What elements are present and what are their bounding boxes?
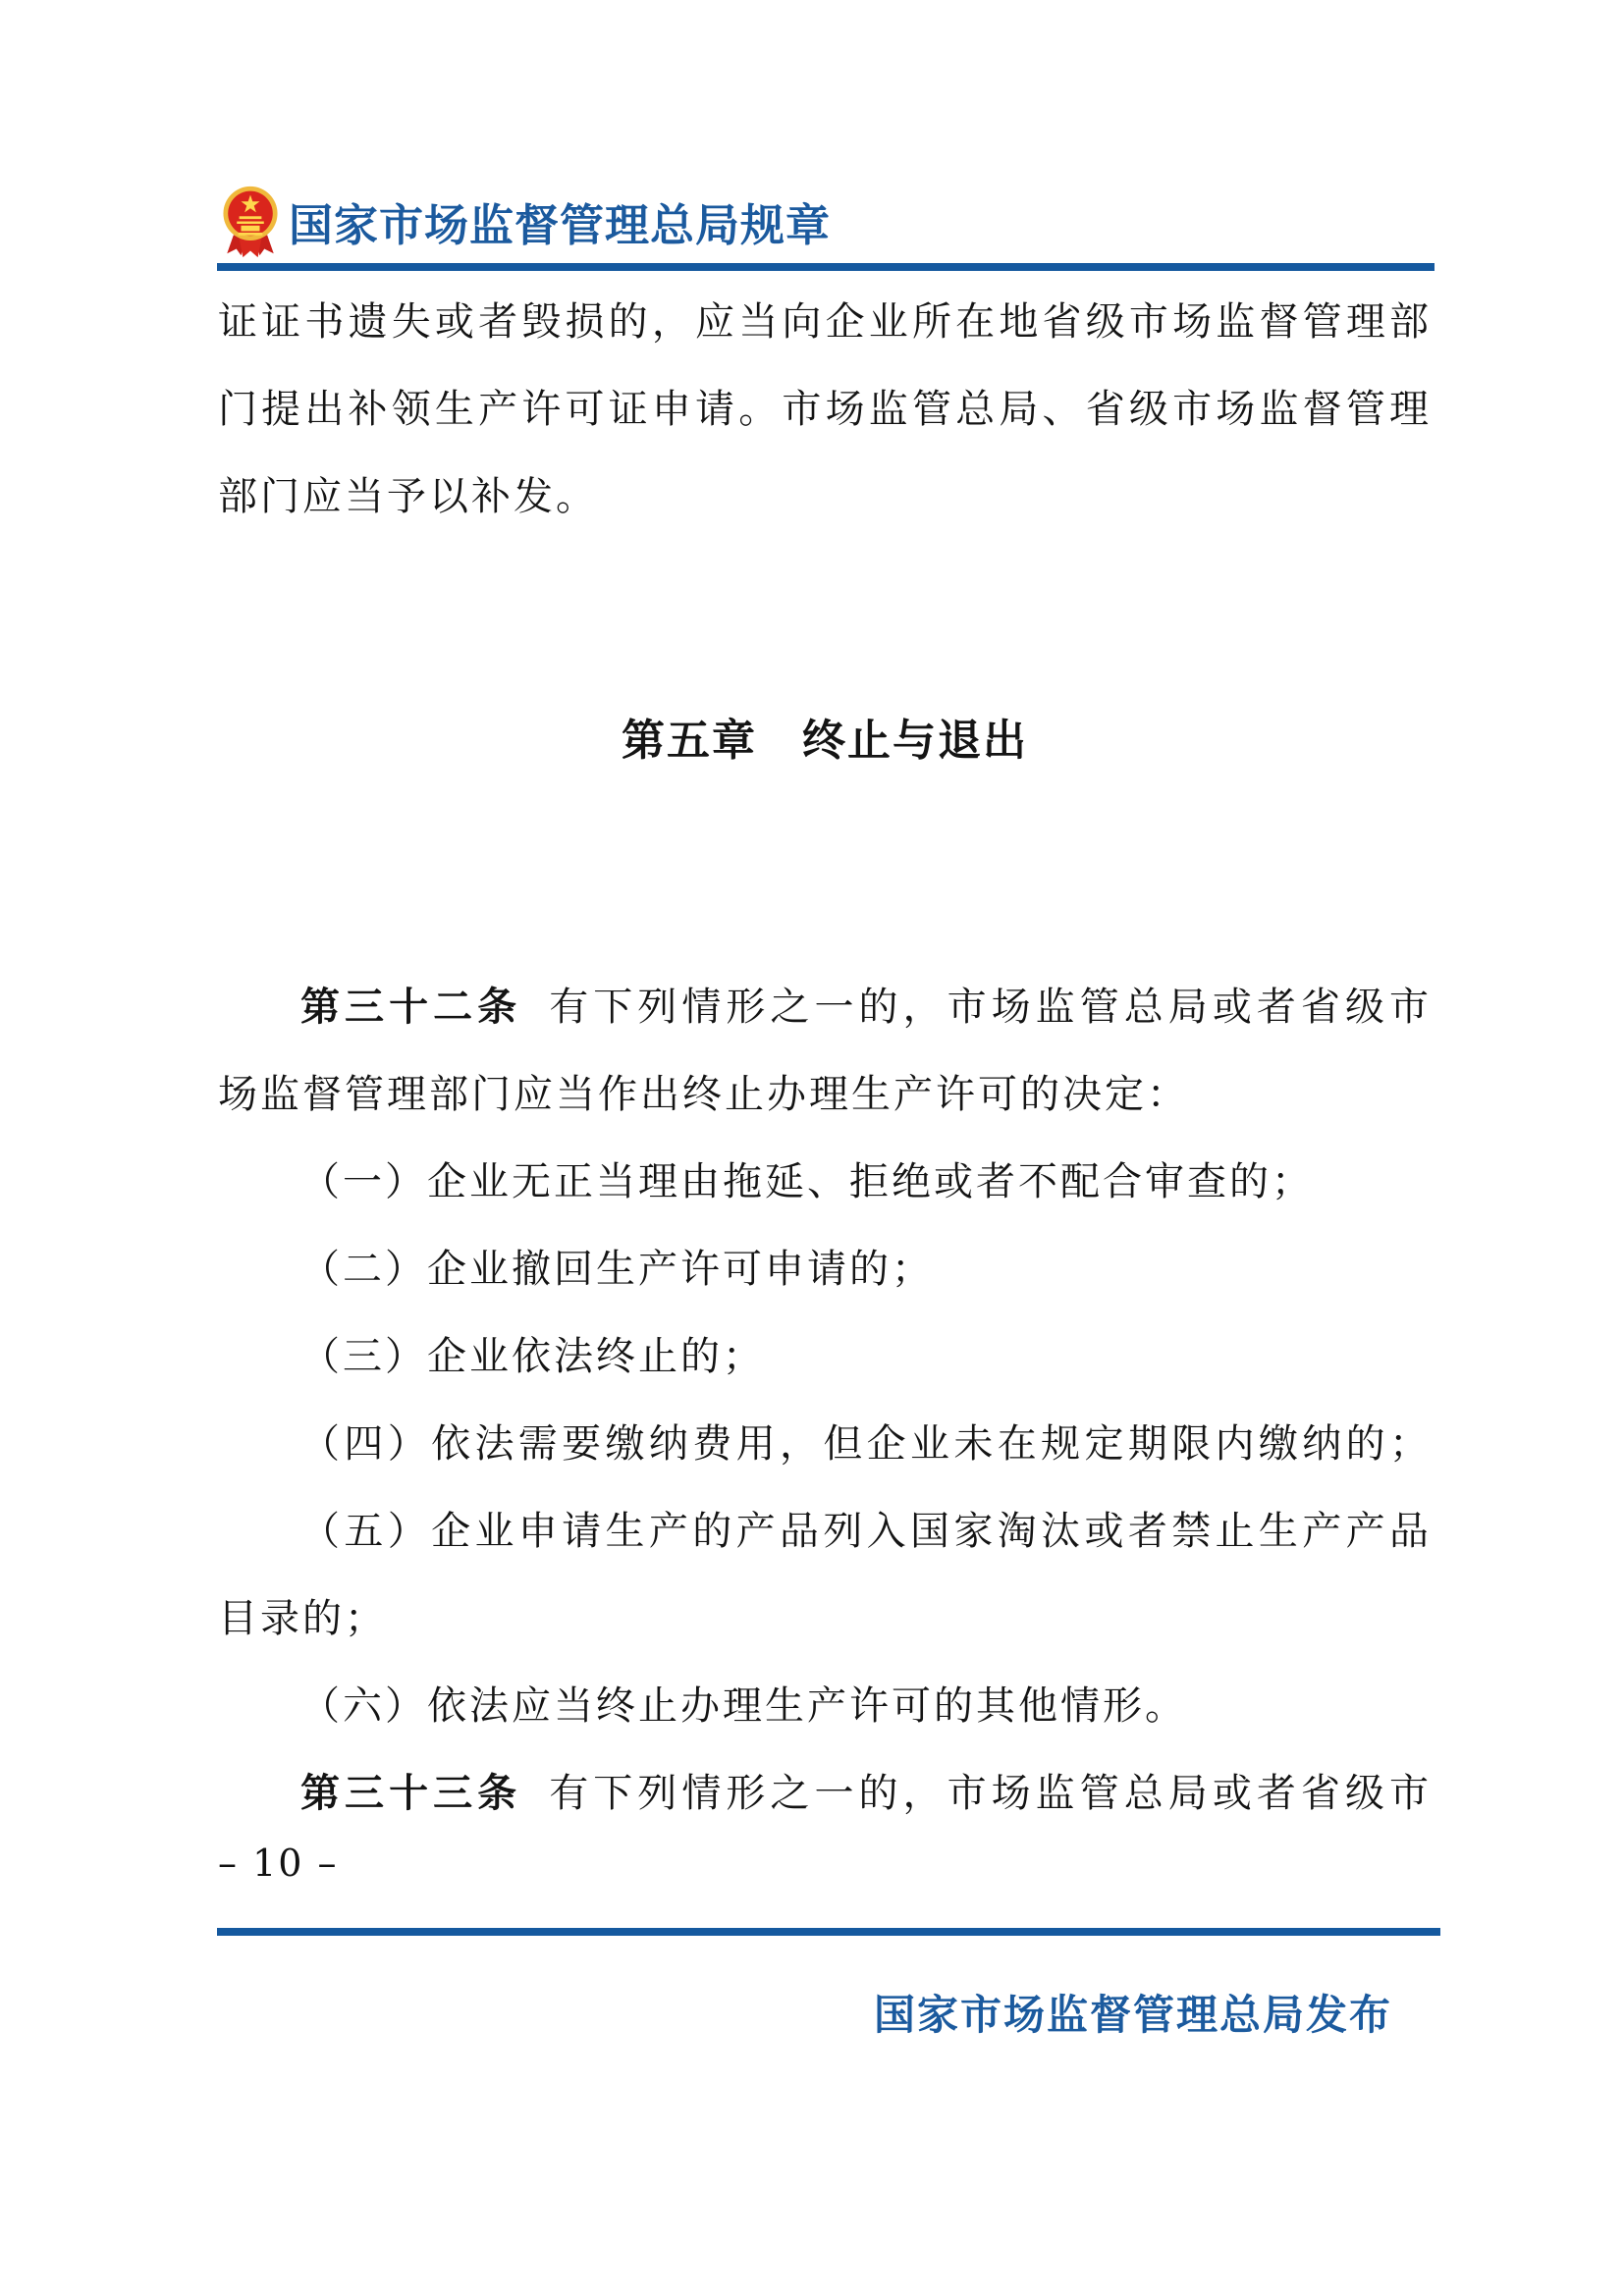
article-item-3: （三）企业依法终止的； (300, 1334, 765, 1378)
article-item-4: （四）依法需要缴纳费用，但企业未在规定期限内缴纳的； (300, 1421, 1432, 1466)
header-divider (217, 263, 1435, 271)
chapter-heading: 第五章 终止与退出 (622, 717, 1028, 765)
body-line: 门提出补领生产许可证申请。市场监管总局、省级市场监督管理 (218, 387, 1432, 431)
article-item-5-continuation: 目录的； (218, 1596, 387, 1640)
publisher-label: 国家市场监督管理总局发布 (873, 1994, 1392, 2039)
body-line: 证证书遗失或者毁损的，应当向企业所在地省级市场监督管理部 (218, 299, 1432, 344)
document-body (218, 278, 1432, 1837)
header-title: 国家市场监督管理总局规章 (289, 201, 832, 250)
article-33-intro: 有下列情形之一的，市场监管总局或者省级市 (549, 1771, 1433, 1815)
article-item-2: （二）企业撤回生产许可申请的； (300, 1247, 934, 1291)
article-item-6: （六）依法应当终止办理生产许可的其他情形。 (300, 1683, 1187, 1728)
footer-divider (217, 1928, 1440, 1936)
vertical-spacer (218, 540, 1432, 697)
article-33-line-1 (218, 1749, 1432, 1837)
body-line: 部门应当予以补发。 (218, 474, 598, 518)
article-item-5: （五）企业申请生产的产品列入国家淘汰或者禁止生产产品 (300, 1509, 1432, 1553)
article-32-label: 第三十二条 (300, 985, 522, 1029)
article-item-1: （一）企业无正当理由拖延、拒绝或者不配合审查的； (300, 1159, 1314, 1203)
article-32-line-1 (218, 963, 1432, 1050)
page-number: – 10 – (218, 1842, 339, 1885)
article-32-line-2: 场监督管理部门应当作出终止办理生产许可的决定： (218, 1072, 1189, 1116)
article-32-intro: 有下列情形之一的，市场监管总局或者省级市 (549, 985, 1433, 1029)
vertical-spacer (218, 784, 1432, 963)
article-33-label: 第三十三条 (300, 1771, 522, 1815)
national-emblem-icon (222, 185, 279, 259)
